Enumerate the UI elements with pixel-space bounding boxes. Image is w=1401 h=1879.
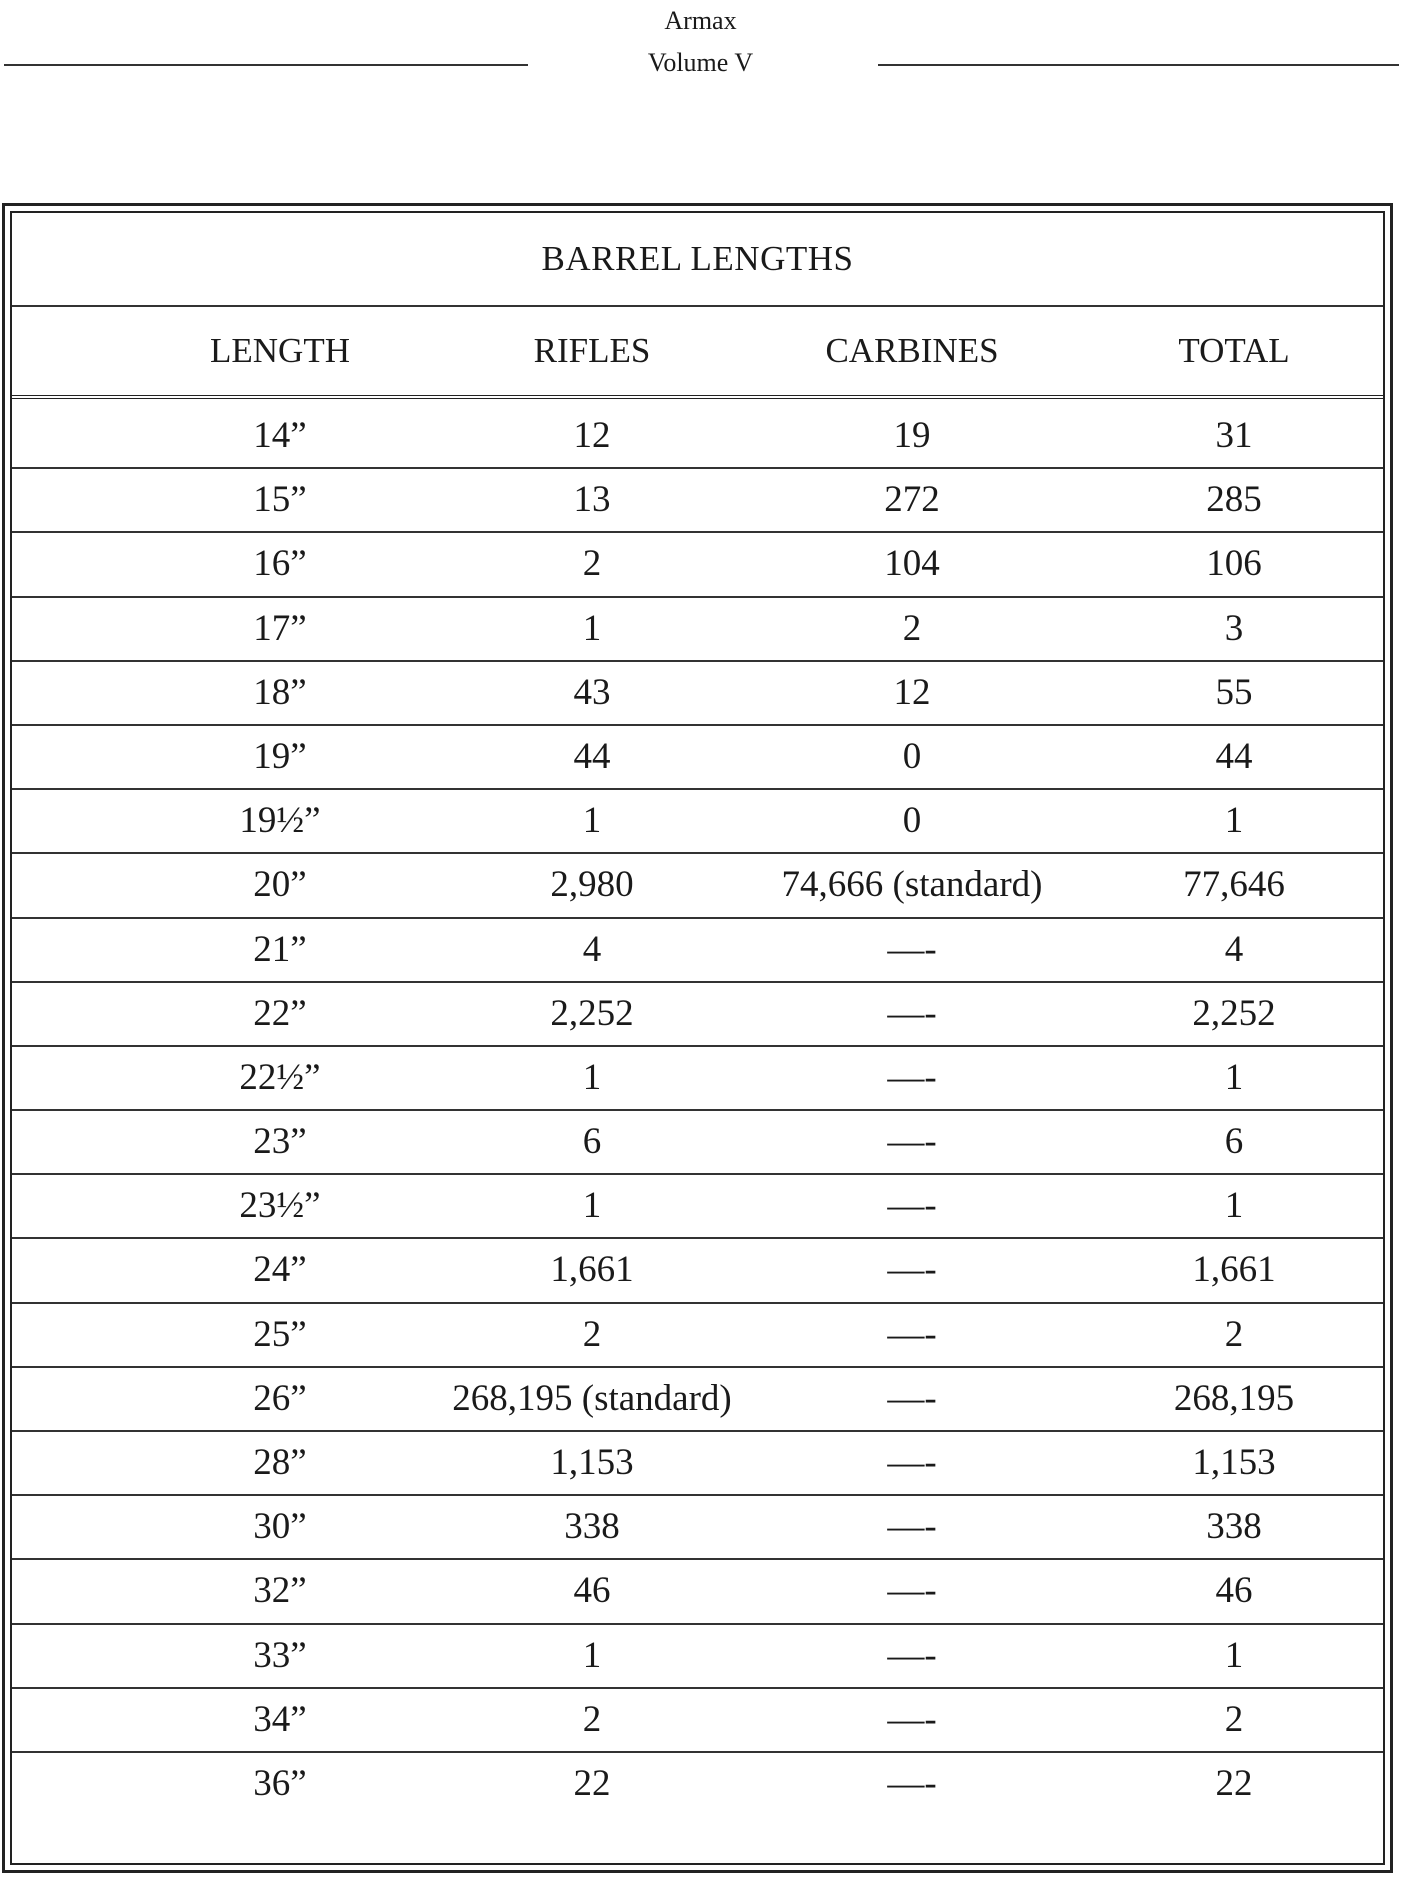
- page-title: Armax: [664, 6, 737, 35]
- cell-total: 46: [1215, 1570, 1253, 1612]
- cell-carbines: —-: [887, 1121, 937, 1163]
- table-row: [12, 1560, 1383, 1624]
- barrel-lengths-table: [2, 203, 1393, 1873]
- cell-rifles: 46: [573, 1570, 611, 1612]
- cell-rifles: 1: [582, 800, 602, 842]
- cell-length: 20”: [253, 864, 307, 906]
- cell-total: 44: [1215, 735, 1253, 777]
- table-row: [12, 726, 1383, 790]
- cell-total: 1: [1224, 800, 1244, 842]
- cell-carbines: 0: [902, 800, 922, 842]
- cell-rifles: 1: [582, 1056, 602, 1098]
- cell-total: 55: [1215, 671, 1253, 713]
- cell-length: 16”: [253, 543, 307, 585]
- cell-carbines: 104: [884, 543, 940, 585]
- cell-rifles: 1,153: [550, 1442, 634, 1483]
- cell-length: 19½”: [239, 800, 321, 842]
- cell-carbines: 74,666 (standard): [781, 864, 1043, 906]
- cell-carbines: —-: [887, 1313, 937, 1355]
- table-body: [12, 405, 1383, 1817]
- cell-carbines: —-: [887, 1249, 937, 1291]
- cell-total: 268,195: [1173, 1377, 1295, 1419]
- cell-length: 25”: [253, 1313, 307, 1355]
- cell-rifles: 1: [582, 1634, 602, 1676]
- cell-total: 77,646: [1183, 864, 1285, 906]
- table-row: [12, 983, 1383, 1047]
- cell-rifles: 1: [582, 607, 602, 649]
- cell-length: 32”: [253, 1570, 307, 1612]
- cell-length: 23½”: [239, 1185, 321, 1227]
- cell-carbines: —-: [887, 928, 937, 970]
- table-row: [12, 1368, 1383, 1432]
- cell-rifles: 2: [582, 1313, 602, 1355]
- cell-carbines: —-: [887, 992, 937, 1034]
- table-row: [12, 790, 1383, 854]
- table-row: [12, 598, 1383, 662]
- cell-total: 22: [1215, 1762, 1253, 1804]
- cell-carbines: —-: [887, 1185, 937, 1227]
- cell-carbines: 12: [893, 671, 931, 713]
- cell-carbines: 0: [902, 735, 922, 777]
- cell-length: 33”: [253, 1634, 307, 1676]
- header-rule-right: [878, 64, 1399, 66]
- table-row: [12, 1625, 1383, 1689]
- cell-total: 4: [1224, 928, 1244, 970]
- table-row: [12, 1111, 1383, 1175]
- cell-length: 23”: [253, 1121, 307, 1163]
- cell-carbines: —-: [887, 1698, 937, 1740]
- table-row: [12, 1304, 1383, 1368]
- table-row: [12, 1689, 1383, 1753]
- cell-rifles: 12: [573, 415, 611, 456]
- cell-rifles: 338: [564, 1506, 620, 1548]
- cell-carbines: —-: [887, 1570, 937, 1612]
- cell-length: 21”: [253, 928, 307, 970]
- table-row: [12, 854, 1383, 918]
- cell-carbines: —-: [887, 1634, 937, 1676]
- cell-length: 19”: [253, 735, 307, 777]
- cell-total: 1: [1224, 1185, 1244, 1227]
- cell-length: 26”: [253, 1377, 307, 1419]
- cell-carbines: —-: [887, 1377, 937, 1419]
- cell-length: 17”: [253, 607, 307, 649]
- cell-carbines: 2: [902, 607, 922, 649]
- cell-rifles: 2: [582, 543, 602, 585]
- table-row: [12, 1175, 1383, 1239]
- cell-carbines: —-: [887, 1506, 937, 1548]
- table-row: [12, 1496, 1383, 1560]
- cell-length: 30”: [253, 1506, 307, 1548]
- table-title: BARREL LENGTHS: [12, 213, 1383, 307]
- cell-carbines: —-: [887, 1442, 937, 1483]
- cell-length: 34”: [253, 1698, 307, 1740]
- table-row: [12, 533, 1383, 597]
- cell-carbines: 19: [893, 415, 931, 456]
- cell-total: 1,153: [1192, 1442, 1276, 1483]
- table-row: [12, 919, 1383, 983]
- cell-total: 6: [1224, 1121, 1244, 1163]
- cell-carbines: —-: [887, 1056, 937, 1098]
- table-row: [12, 1047, 1383, 1111]
- column-header-rifles: RIFLES: [533, 331, 651, 370]
- column-header-length: LENGTH: [210, 331, 350, 370]
- cell-rifles: 1,661: [550, 1249, 634, 1291]
- cell-rifles: 2,980: [550, 864, 634, 906]
- table-inner-border: [10, 211, 1385, 1865]
- table-row: [12, 1239, 1383, 1303]
- cell-carbines: —-: [887, 1762, 937, 1804]
- column-header-total: TOTAL: [1178, 331, 1290, 370]
- table-row: [12, 469, 1383, 533]
- table-row: [12, 1432, 1383, 1496]
- cell-total: 338: [1206, 1506, 1262, 1548]
- cell-length: 14”: [253, 415, 307, 456]
- cell-rifles: 6: [582, 1121, 602, 1163]
- table-row: [12, 405, 1383, 469]
- cell-total: 285: [1206, 479, 1262, 521]
- cell-length: 15”: [253, 479, 307, 521]
- table-row: [12, 1753, 1383, 1817]
- cell-rifles: 44: [573, 735, 611, 777]
- page-header: [0, 0, 1401, 90]
- cell-length: 24”: [253, 1249, 307, 1291]
- column-header-carbines: CARBINES: [825, 331, 999, 370]
- cell-total: 1: [1224, 1056, 1244, 1098]
- cell-rifles: 268,195 (standard): [452, 1377, 732, 1419]
- cell-rifles: 1: [582, 1185, 602, 1227]
- cell-total: 2,252: [1192, 992, 1276, 1034]
- cell-total: 31: [1215, 415, 1253, 456]
- table-header-row: [12, 307, 1383, 399]
- cell-length: 28”: [253, 1442, 307, 1483]
- cell-total: 1: [1224, 1634, 1244, 1676]
- cell-rifles: 2: [582, 1698, 602, 1740]
- cell-total: 2: [1224, 1698, 1244, 1740]
- cell-total: 2: [1224, 1313, 1244, 1355]
- cell-length: 36”: [253, 1762, 307, 1804]
- cell-total: 3: [1224, 607, 1244, 649]
- cell-total: 106: [1206, 543, 1262, 585]
- cell-rifles: 13: [573, 479, 611, 521]
- cell-rifles: 22: [573, 1762, 611, 1804]
- cell-rifles: 2,252: [550, 992, 634, 1034]
- cell-rifles: 43: [573, 671, 611, 713]
- cell-total: 1,661: [1192, 1249, 1276, 1291]
- cell-carbines: 272: [884, 479, 940, 521]
- cell-length: 18”: [253, 671, 307, 713]
- cell-rifles: 4: [582, 928, 602, 970]
- page-subtitle: Volume V: [647, 48, 754, 77]
- cell-length: 22½”: [239, 1056, 321, 1098]
- cell-length: 22”: [253, 992, 307, 1034]
- table-row: [12, 662, 1383, 726]
